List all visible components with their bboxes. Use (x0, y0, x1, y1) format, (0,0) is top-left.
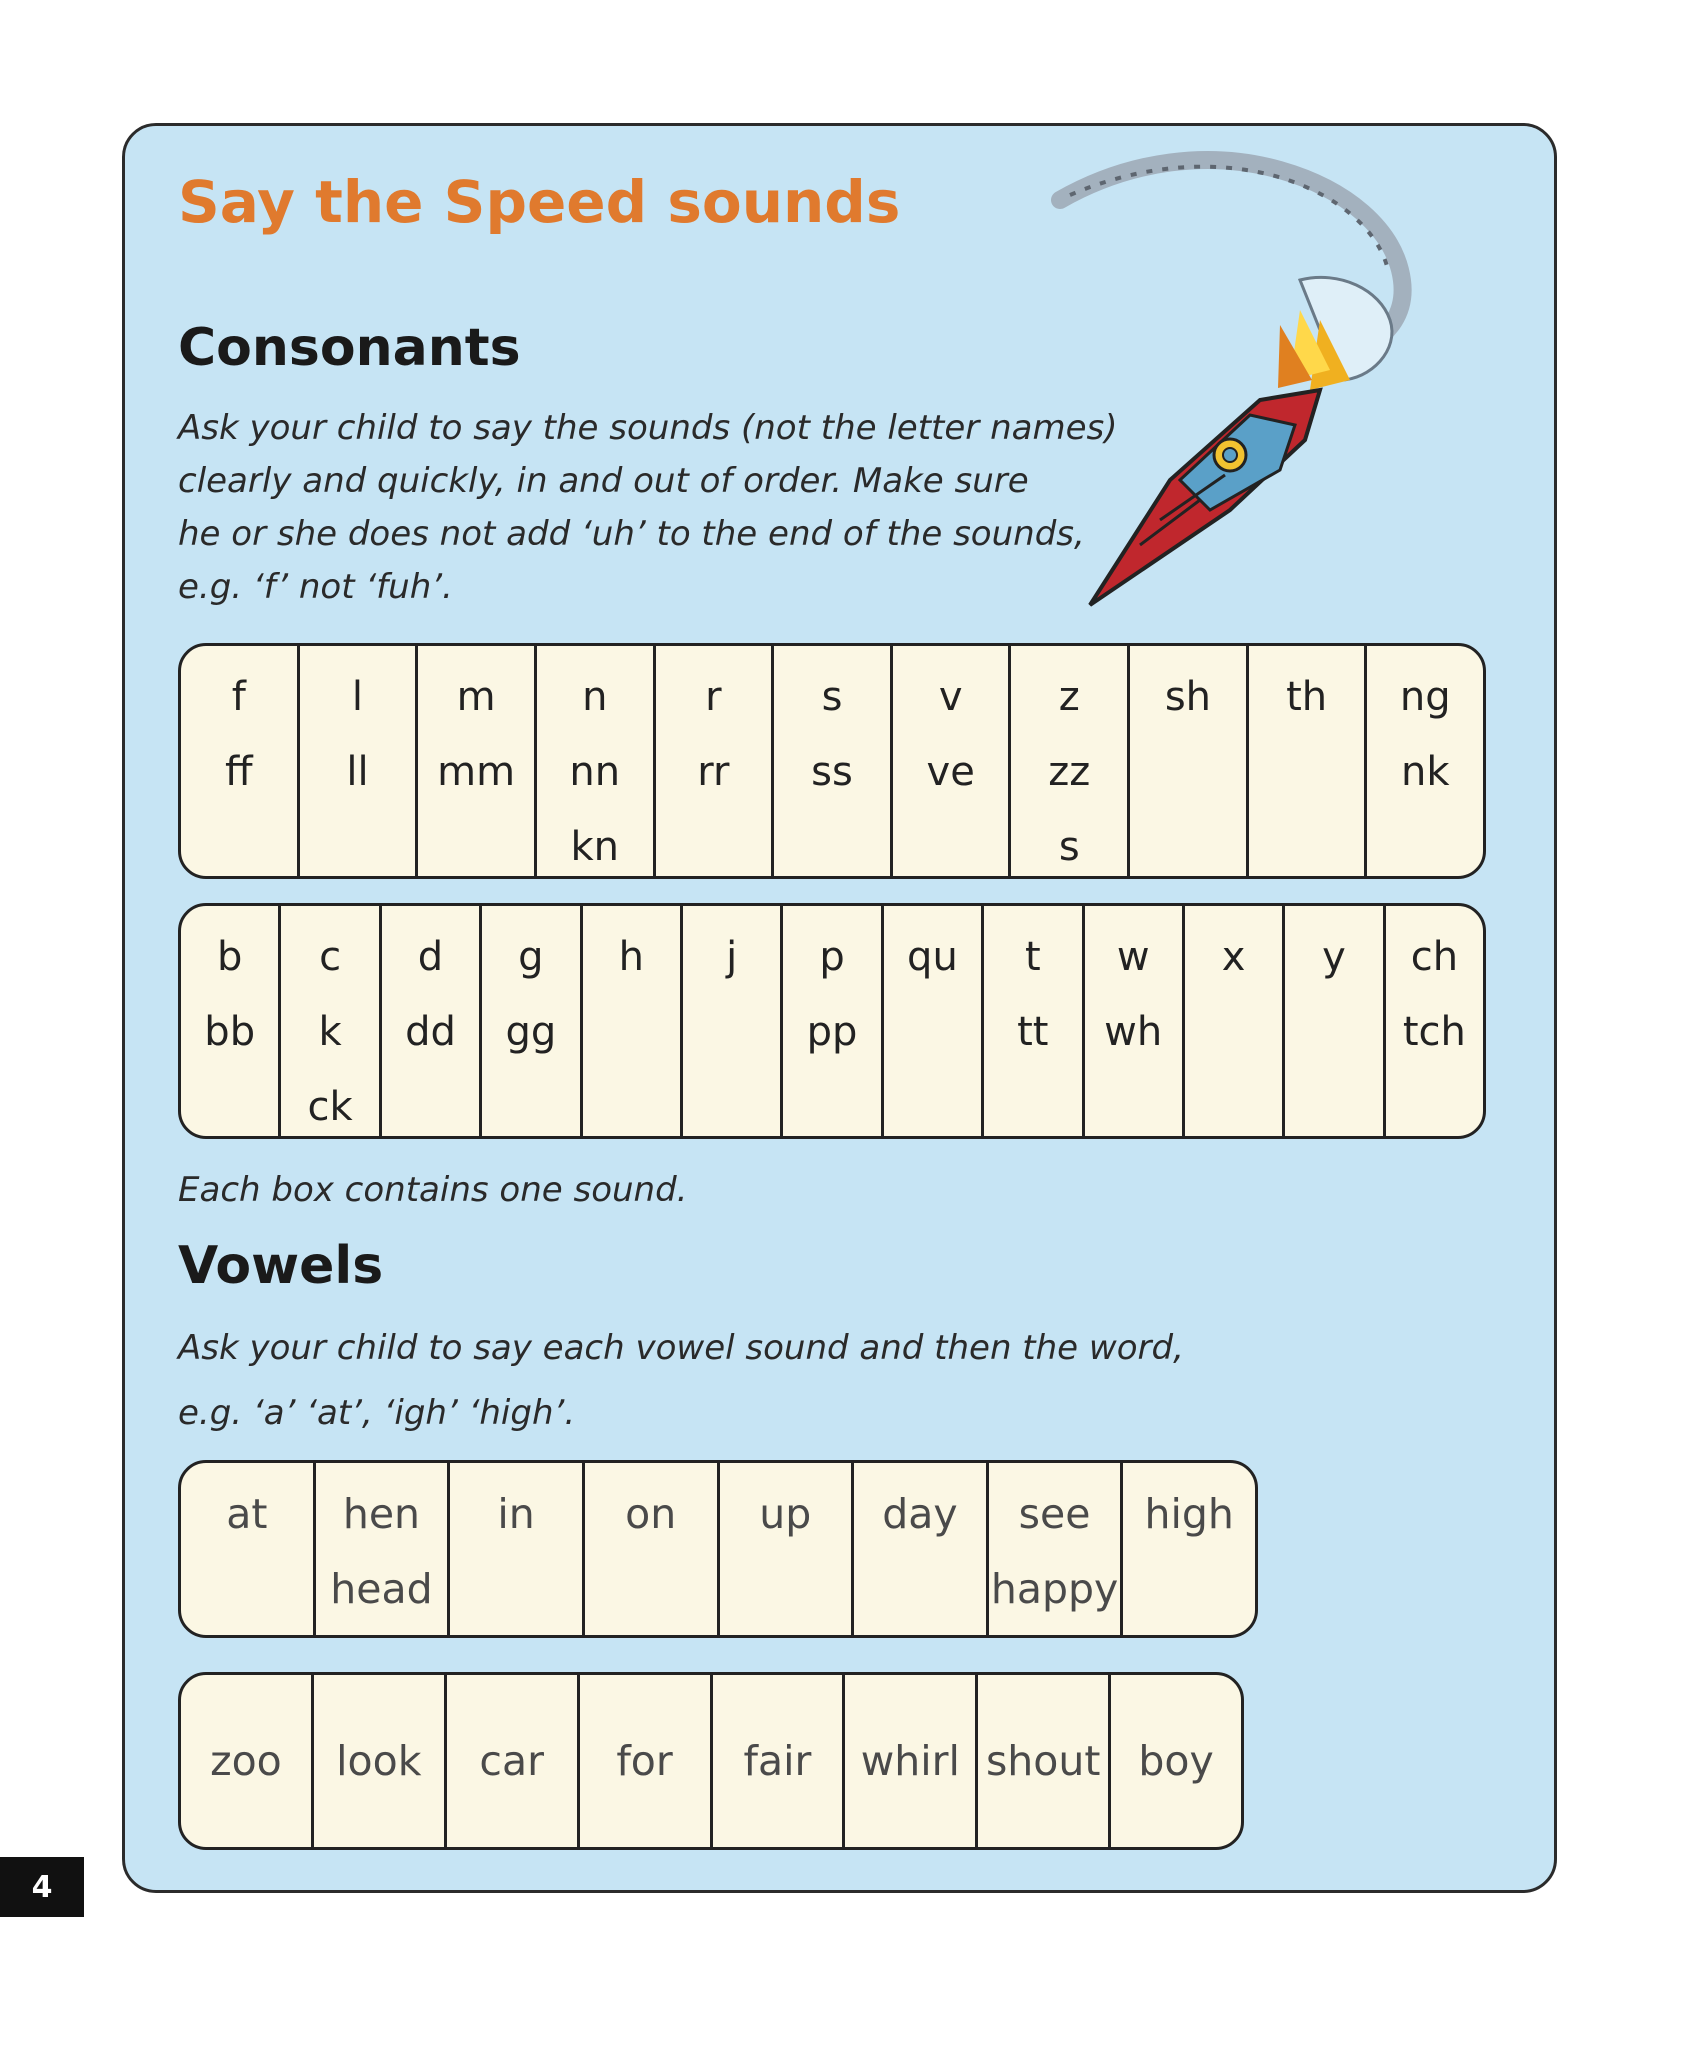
sound-box (278, 906, 378, 1136)
sound-text: kn (570, 824, 619, 870)
sound-box (771, 646, 890, 876)
sound-box (580, 906, 680, 1136)
sound-box (444, 1675, 577, 1847)
sound-text: head (330, 1565, 433, 1613)
sound-box (1282, 906, 1382, 1136)
page-number: 4 (0, 1857, 84, 1917)
sound-box (415, 646, 534, 876)
sound-text: l (351, 674, 364, 720)
sound-text: d (417, 934, 444, 980)
sound-text: happy (990, 1565, 1119, 1613)
sound-box (1120, 1463, 1255, 1635)
sound-text: qu (907, 934, 958, 980)
sound-box (717, 1463, 852, 1635)
sound-box (1082, 906, 1182, 1136)
consonant-row-2 (178, 903, 1486, 1139)
sound-text: ll (346, 749, 369, 795)
sound-text: on (625, 1490, 677, 1538)
sound-text: boy (1138, 1736, 1214, 1785)
sound-text: y (1322, 934, 1346, 980)
sound-text: shout (985, 1736, 1101, 1785)
sound-box (851, 1463, 986, 1635)
sound-text: w (1116, 934, 1150, 980)
consonant-row-1 (178, 643, 1486, 879)
sound-box (780, 906, 880, 1136)
sound-box (181, 1675, 311, 1847)
sound-text: ff (225, 749, 253, 795)
sound-text: mm (437, 749, 516, 795)
sound-text: tch (1402, 1009, 1466, 1055)
sound-text: tt (1017, 1009, 1049, 1055)
sound-box (582, 1463, 717, 1635)
sound-box (1182, 906, 1282, 1136)
sound-text: ng (1399, 674, 1451, 720)
sound-text: r (705, 674, 722, 720)
sound-box (447, 1463, 582, 1635)
sound-text: day (882, 1490, 958, 1538)
sound-text: rr (697, 749, 730, 795)
vowel-row-1 (178, 1460, 1258, 1638)
sound-box (842, 1675, 975, 1847)
sound-text: b (217, 934, 243, 980)
sound-text: ve (926, 749, 975, 795)
consonants-heading: Consonants (178, 318, 521, 378)
sound-box (1246, 646, 1365, 876)
sound-box (181, 906, 278, 1136)
sound-text: nk (1400, 749, 1450, 795)
sound-text: nn (569, 749, 621, 795)
sound-text: s (1058, 824, 1080, 870)
sound-box (680, 906, 780, 1136)
sound-text: m (456, 674, 496, 720)
sound-box (653, 646, 772, 876)
sound-box (881, 906, 981, 1136)
sound-box (181, 1463, 313, 1635)
sound-box (890, 646, 1009, 876)
sound-box (1127, 646, 1246, 876)
sound-text: high (1144, 1490, 1234, 1538)
sound-box (1383, 906, 1483, 1136)
sound-box (710, 1675, 843, 1847)
sound-text: zoo (210, 1736, 282, 1785)
sound-text: in (497, 1490, 535, 1538)
sound-box (313, 1463, 448, 1635)
sound-box (1008, 646, 1127, 876)
sound-text: k (318, 1009, 342, 1055)
consonants-instructions: Ask your child to say the sounds (not the letter names) clearly and quickly, in and out of order. Make sure he or she does not add ‘uh’ to the end of the sounds, e.g. ‘f’ not ‘fuh’. (178, 408, 1118, 607)
sound-text: bb (204, 1009, 256, 1055)
sound-text: dd (405, 1009, 456, 1055)
sound-text: hen (342, 1490, 421, 1538)
sound-box (479, 906, 579, 1136)
sound-text: ch (1410, 934, 1459, 980)
sound-text: for (616, 1736, 673, 1785)
sound-box (981, 906, 1081, 1136)
sound-text: at (226, 1490, 268, 1538)
sound-box (975, 1675, 1108, 1847)
sound-text: z (1058, 674, 1080, 720)
sound-box (1364, 646, 1483, 876)
vowels-instructions: Ask your child to say each vowel sound and then the word, e.g. ‘a’ ‘at’, ‘igh’ ‘high’. (178, 1328, 1184, 1433)
sound-box (986, 1463, 1121, 1635)
sound-text: sh (1164, 674, 1212, 720)
sound-text: gg (505, 1009, 557, 1055)
page-title: Say the Speed sounds (178, 168, 901, 236)
consonants-note: Each box contains one sound. (178, 1170, 688, 1210)
sound-text: c (319, 934, 342, 980)
sound-text: n (582, 674, 608, 720)
sound-text: t (1024, 934, 1041, 980)
sound-box (1108, 1675, 1241, 1847)
sound-box (297, 646, 416, 876)
sound-text: see (1018, 1490, 1091, 1538)
sound-text: s (821, 674, 843, 720)
sound-text: fair (743, 1736, 812, 1785)
sound-text: j (726, 934, 738, 980)
sound-text: car (479, 1736, 544, 1785)
sound-box (379, 906, 479, 1136)
sound-text: v (938, 674, 963, 720)
sound-text: ck (307, 1084, 353, 1130)
sound-text: up (759, 1490, 812, 1538)
vowel-row-2 (178, 1672, 1244, 1850)
rocket-icon (1050, 150, 1520, 610)
sound-text: x (1221, 934, 1246, 980)
sound-box (534, 646, 653, 876)
sound-text: pp (806, 1009, 858, 1055)
sound-text: whirl (860, 1736, 960, 1785)
sound-text: f (231, 674, 246, 720)
sound-text: wh (1104, 1009, 1163, 1055)
sound-text: th (1286, 674, 1328, 720)
sound-box (311, 1675, 444, 1847)
sound-text: h (618, 934, 644, 980)
sound-text: g (518, 934, 544, 980)
sound-text: p (819, 934, 845, 980)
vowels-heading: Vowels (178, 1236, 384, 1296)
sound-box (577, 1675, 710, 1847)
sound-box (181, 646, 297, 876)
sound-text: zz (1048, 749, 1091, 795)
sound-text: ss (811, 749, 853, 795)
sound-text: look (336, 1736, 422, 1785)
